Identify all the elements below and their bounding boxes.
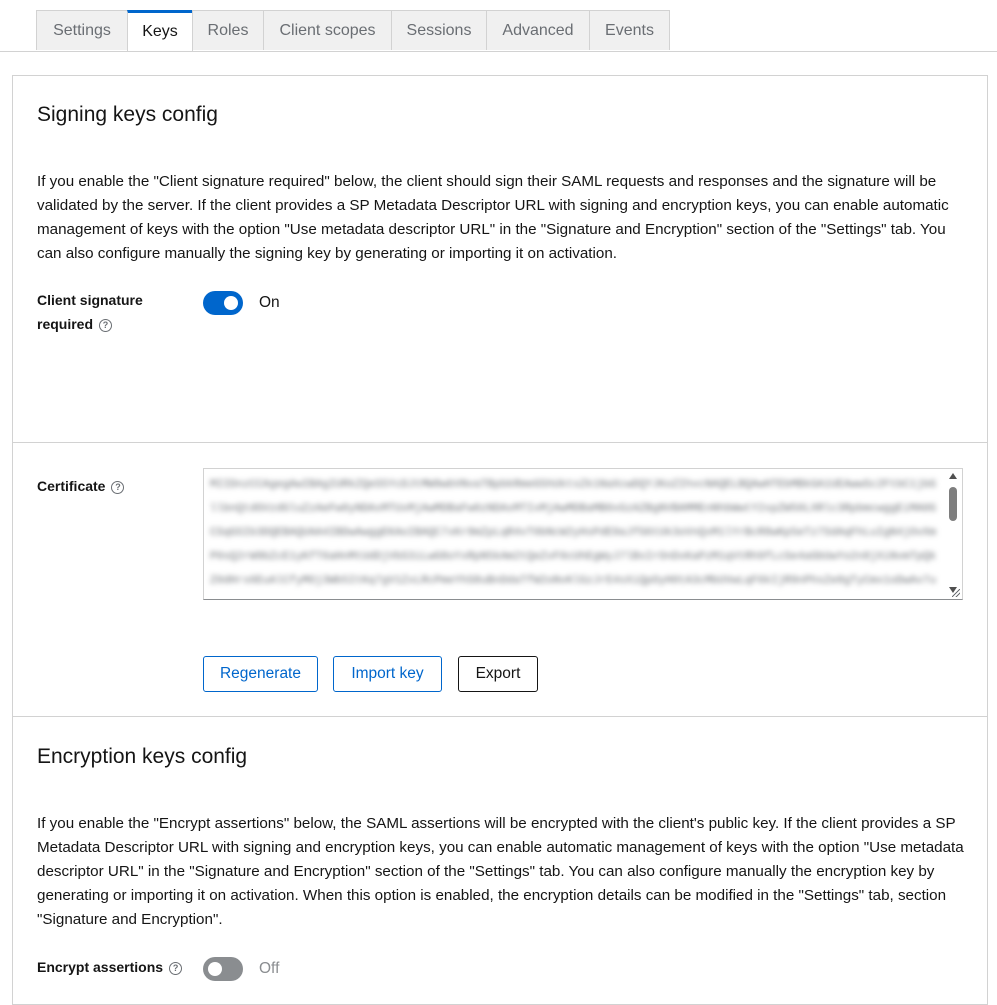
client-signature-label bbox=[37, 288, 143, 336]
switch-knob bbox=[224, 296, 238, 310]
signing-keys-description: If you enable the "Client signature required" below, the client should sign their SAML requests and responses and the signature will be validated by the server. If the client provides a SP Metadata Descriptor URL with signing and encryption keys, you can enable automatic management of keys with the option "Use metadata descriptor URL" in the "Signature and Encryption" section of the "Settings" tab. You can also configure manually the signing key by generating or importing it on activation. bbox=[37, 173, 949, 262]
encrypt-assertions-state: Off bbox=[259, 960, 280, 977]
client-signature-label-line2: required bbox=[37, 316, 94, 332]
resize-handle-icon[interactable] bbox=[952, 589, 960, 597]
section-divider bbox=[12, 716, 988, 717]
certificate-label bbox=[37, 474, 124, 498]
import-key-button[interactable]: Import key bbox=[333, 656, 442, 692]
tab-keys[interactable]: Keys bbox=[127, 10, 193, 51]
help-circle-icon[interactable]: ? bbox=[111, 481, 124, 494]
encryption-keys-description: If you enable the "Encrypt assertions" below, the SAML assertions will be encrypted with the client's public key. If the client provides a SP Metadata Descriptor URL with signing and encryption keys, you can enable automatic management of keys with the option "Use metadata descriptor URL" in the "Signature and Encryption" section of the "Settings" tab. You can also configure manually the encryption key by generating or importing it on activation. When this option is enabled, the encryption details can be modified in the "Settings" tab, section "Signature and Encryption". bbox=[37, 815, 964, 928]
section-divider bbox=[12, 442, 988, 443]
tab-advanced[interactable]: Advanced bbox=[486, 10, 590, 50]
switch-knob bbox=[208, 962, 222, 976]
encrypt-assertions-label bbox=[37, 955, 182, 979]
export-button[interactable]: Export bbox=[458, 656, 538, 692]
client-signature-switch[interactable] bbox=[203, 291, 243, 315]
regenerate-button[interactable]: Regenerate bbox=[203, 656, 318, 692]
client-signature-label-line1: Client signature bbox=[37, 292, 143, 308]
certificate-label-text: Certificate bbox=[37, 478, 106, 494]
encryption-keys-title: Encryption keys config bbox=[37, 745, 248, 768]
tab-client-scopes[interactable]: Client scopes bbox=[263, 10, 392, 50]
tab-sessions[interactable]: Sessions bbox=[391, 10, 487, 50]
scroll-thumb[interactable] bbox=[949, 487, 957, 521]
tab-roles[interactable]: Roles bbox=[192, 10, 264, 50]
help-circle-icon[interactable]: ? bbox=[99, 319, 112, 332]
certificate-scrollbar[interactable] bbox=[944, 469, 962, 599]
certificate-textarea[interactable] bbox=[203, 468, 963, 600]
client-signature-state: On bbox=[259, 294, 280, 311]
tab-settings[interactable]: Settings bbox=[36, 10, 128, 50]
encrypt-assertions-switch[interactable] bbox=[203, 957, 243, 981]
certificate-value: MIIDnzCCAgegAwIBAgIURkZQeS5YcDJtMW9wbVNvaTBpbkRmeG5hUktsZk1NaXcwDQYJKoZIhvcNAQELBQAwHTEbMBkGA1UEAwwSc2FtbC1jbGllbnQtdGVzdGluZzAeFw0yNDAxMTUxMjAwMDBaFw0zNDAxMTIxMjAwMDBaMB0xGzAZBgNVBAMMEnNhbWwtY2xpZW50LXRlc3RpbmcwggEiMA0GCSqGSIb3DQEBAQUAA4IBDwAwggEKAoIBAQC7xKr8mZpLqR4vT0bNcW2yHsPdE9aJfG6tUk3oVnQxM1lYrBcR8wKp5eTz7SdAqFhLuIgN4jOvXmP0sQ2rW9bZcE1yKfT6aHnMtUdDjVbS3iLwG8oYxRpN5kAm2tQeZvF0cUhEgWyJ7lBsIrOnDxKaPzM1qVtRh9fLcSe4aGbUwYo2n8jXiNvmTpQkZ0dHrs6EuAlCfyMOj3Wb5ItKq7gV1ZxLRcPmeYhS8uBnDdaTfW2oNvKlGzJrE4sXiQpOyH0tA3cMbUVwLqF6kIjR9nPhsZe8gTyCmx1oDwAv7u bbox=[210, 479, 937, 587]
help-circle-icon[interactable]: ? bbox=[169, 962, 182, 975]
scroll-up-arrow-icon[interactable] bbox=[949, 473, 957, 479]
signing-keys-title: Signing keys config bbox=[37, 103, 218, 126]
tab-events[interactable]: Events bbox=[589, 10, 670, 50]
encrypt-assertions-label-text: Encrypt assertions bbox=[37, 959, 164, 975]
tab-bar bbox=[0, 0, 997, 52]
